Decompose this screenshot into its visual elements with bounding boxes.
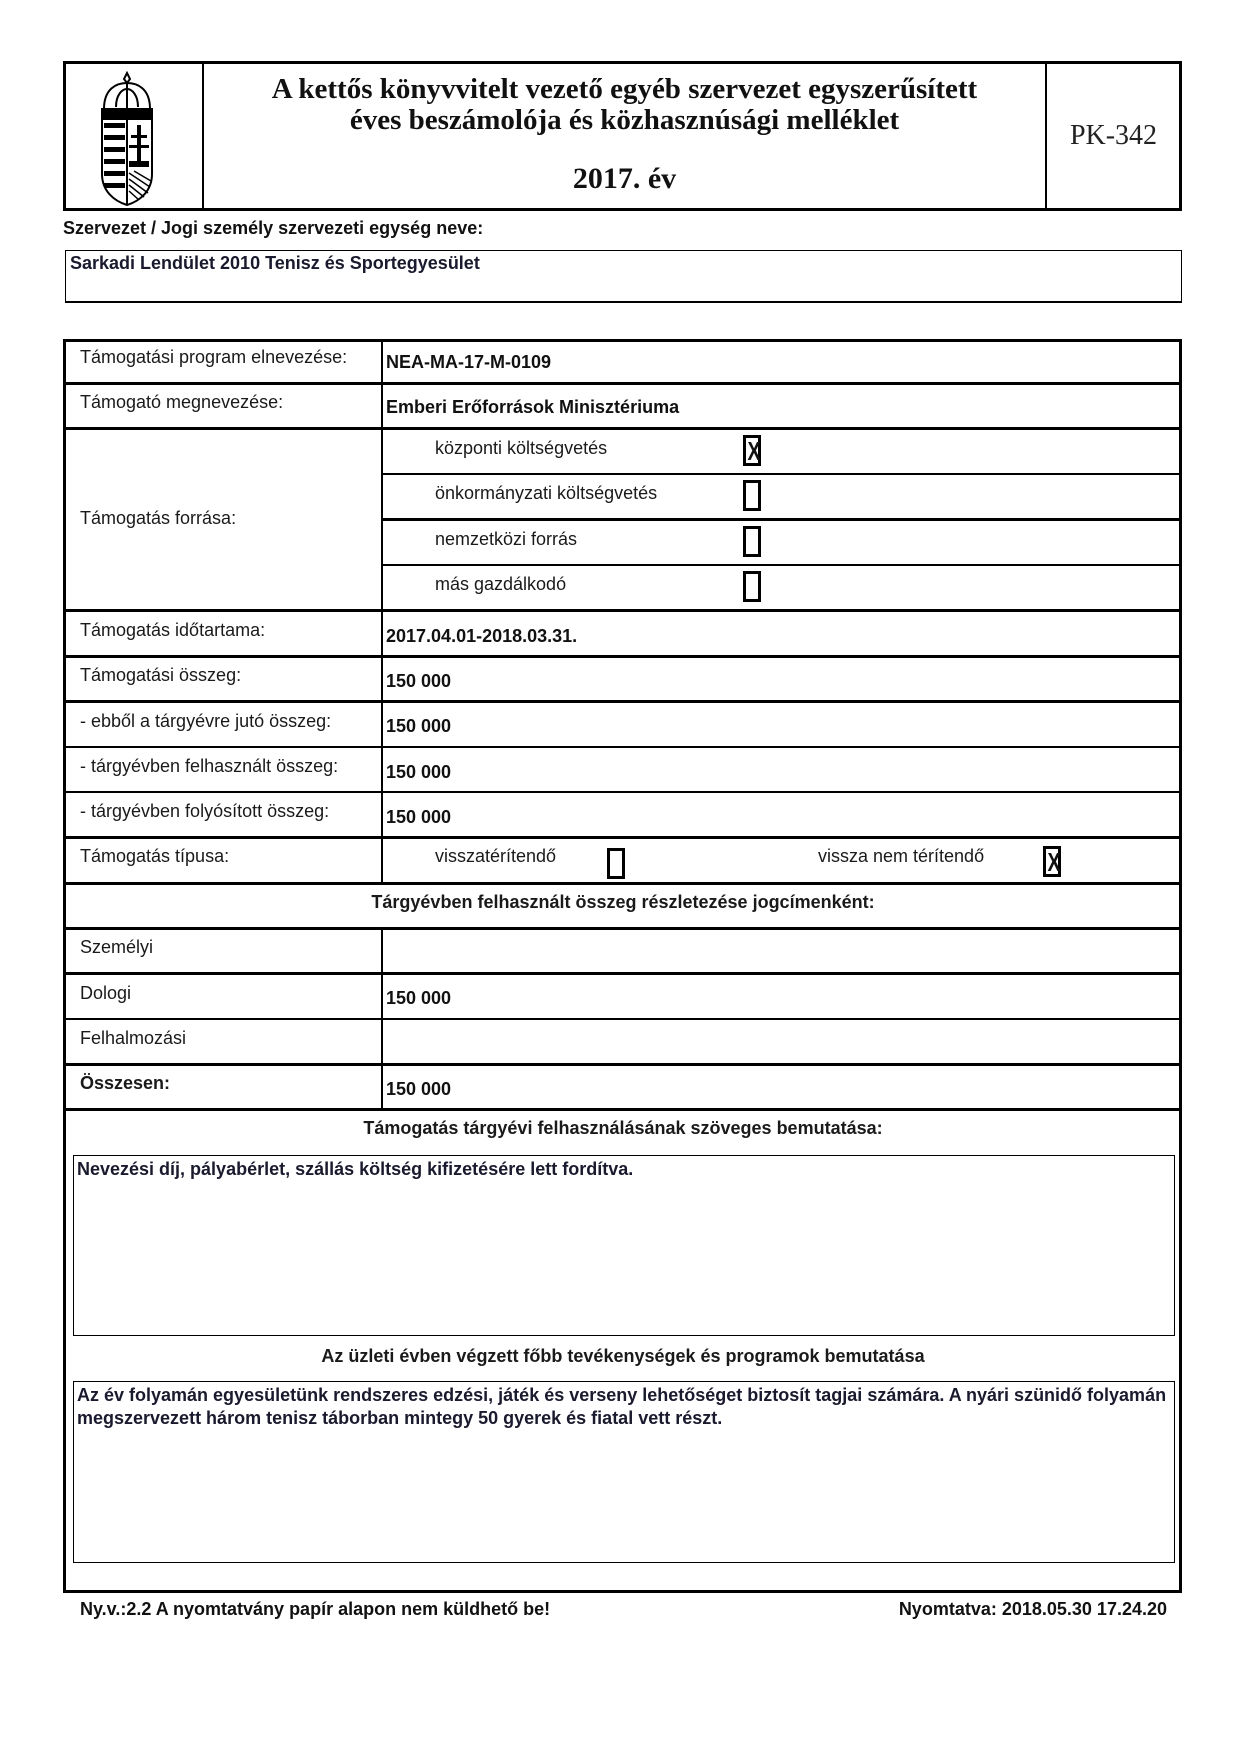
used-amount-label: - tárgyévben felhasznált összeg: — [80, 756, 339, 776]
usage-heading: Támogatás tárgyévi felhasználásának szöveges bemutatása: — [363, 1118, 883, 1138]
row-divider — [64, 655, 1182, 658]
activities-heading: Az üzleti évben végzett főbb tevékenységek és programok bemutatása — [321, 1346, 925, 1366]
row-divider — [64, 882, 1182, 885]
breakdown-heading: Tárgyévben felhasznált összeg részletezése jogcímenként: — [371, 892, 875, 912]
amount-label: Támogatási összeg: — [80, 665, 242, 685]
row-divider — [64, 927, 1182, 930]
type-repayable-checkbox[interactable] — [607, 848, 625, 879]
breakdown-row-label: Felhalmozási — [80, 1028, 187, 1048]
source-central-budget-checkbox[interactable] — [743, 435, 761, 466]
type-non-repayable-checkbox[interactable] — [1043, 846, 1061, 877]
activities-description-textarea[interactable]: Az év folyamán egyesületünk rendszeres edzési, játék és verseny lehetőséget biztosít tagjai számára. A nyári szünidő folyamán megszervezett három tenisz táborban mintegy 50 gyerek és fiatal vett részt. — [73, 1381, 1175, 1563]
form-year: 2017. év — [572, 162, 677, 195]
row-divider — [64, 836, 1182, 839]
duration-value[interactable]: 2017.04.01-2018.03.31. — [386, 626, 578, 646]
used-amount-value[interactable]: 150 000 — [386, 762, 452, 782]
current-year-amount-label: - ebből a tárgyévre jutó összeg: — [80, 711, 332, 731]
source-option-label: önkormányzati költségvetés — [435, 483, 658, 503]
row-divider — [64, 746, 1182, 748]
form-title-line-2: éves beszámolója és közhasznúsági melléklet — [349, 104, 900, 136]
program-label: Támogatási program elnevezése: — [80, 347, 348, 367]
amount-value[interactable]: 150 000 — [386, 671, 452, 691]
coat-of-arms-icon — [96, 69, 158, 207]
organization-label: Szervezet / Jogi személy szervezeti egység neve: — [63, 218, 484, 238]
source-municipal-budget-checkbox[interactable] — [743, 480, 761, 511]
organization-name-field[interactable]: Sarkadi Lendület 2010 Tenisz és Sportegyesület — [65, 250, 1182, 303]
header-divider-left — [202, 64, 204, 208]
footer-print-timestamp: Nyomtatva: 2018.05.30 17.24.20 — [898, 1599, 1167, 1619]
grantor-label: Támogató megnevezése: — [80, 392, 284, 412]
disbursed-amount-label: - tárgyévben folyósított összeg: — [80, 801, 330, 821]
row-divider — [381, 518, 1182, 521]
source-option-label: központi költségvetés — [435, 438, 608, 458]
disbursed-amount-value[interactable]: 150 000 — [386, 807, 452, 827]
form-title-line-1: A kettős könyvvitelt vezető egyéb szervezet egyszerűsített — [271, 73, 978, 105]
duration-label: Támogatás időtartama: — [80, 620, 266, 640]
usage-description-textarea[interactable]: Nevezési díj, pályabérlet, szállás költség kifizetésére lett fordítva. — [73, 1155, 1175, 1336]
row-divider — [64, 1018, 1182, 1020]
header-divider-right — [1045, 64, 1047, 208]
row-divider — [64, 382, 1182, 385]
program-value[interactable]: NEA-MA-17-M-0109 — [386, 352, 552, 372]
row-divider — [381, 564, 1182, 566]
row-divider — [64, 700, 1182, 703]
grantor-value[interactable]: Emberi Erőforrások Minisztériuma — [386, 397, 680, 417]
form-title — [206, 74, 1043, 136]
source-option-label: nemzetközi forrás — [435, 529, 578, 549]
type-label: Támogatás típusa: — [80, 846, 230, 866]
row-divider — [64, 427, 1182, 430]
row-divider — [64, 791, 1182, 793]
breakdown-row-value[interactable]: 150 000 — [386, 988, 452, 1008]
footer-version-note: Ny.v.:2.2 A nyomtatvány papír alapon nem küldhető be! — [80, 1599, 551, 1619]
source-option-label: más gazdálkodó — [435, 574, 567, 594]
source-international-checkbox[interactable] — [743, 526, 761, 557]
row-divider — [64, 609, 1182, 612]
current-year-amount-value[interactable]: 150 000 — [386, 716, 452, 736]
form-header — [63, 61, 1182, 211]
source-other-business-checkbox[interactable] — [743, 571, 761, 602]
breakdown-total-value[interactable]: 150 000 — [386, 1079, 452, 1099]
row-divider — [64, 972, 1182, 975]
type-option-label: vissza nem térítendő — [818, 846, 985, 866]
row-divider — [64, 1063, 1182, 1066]
row-divider — [64, 1108, 1182, 1111]
form-code: PK-342 — [1069, 120, 1158, 151]
breakdown-row-label: Dologi — [80, 983, 132, 1003]
type-option-label: visszatérítendő — [435, 846, 557, 866]
breakdown-total-label: Összesen: — [80, 1073, 171, 1093]
source-label: Támogatás forrása: — [80, 508, 237, 528]
breakdown-row-label: Személyi — [80, 937, 154, 957]
row-divider — [381, 473, 1182, 475]
